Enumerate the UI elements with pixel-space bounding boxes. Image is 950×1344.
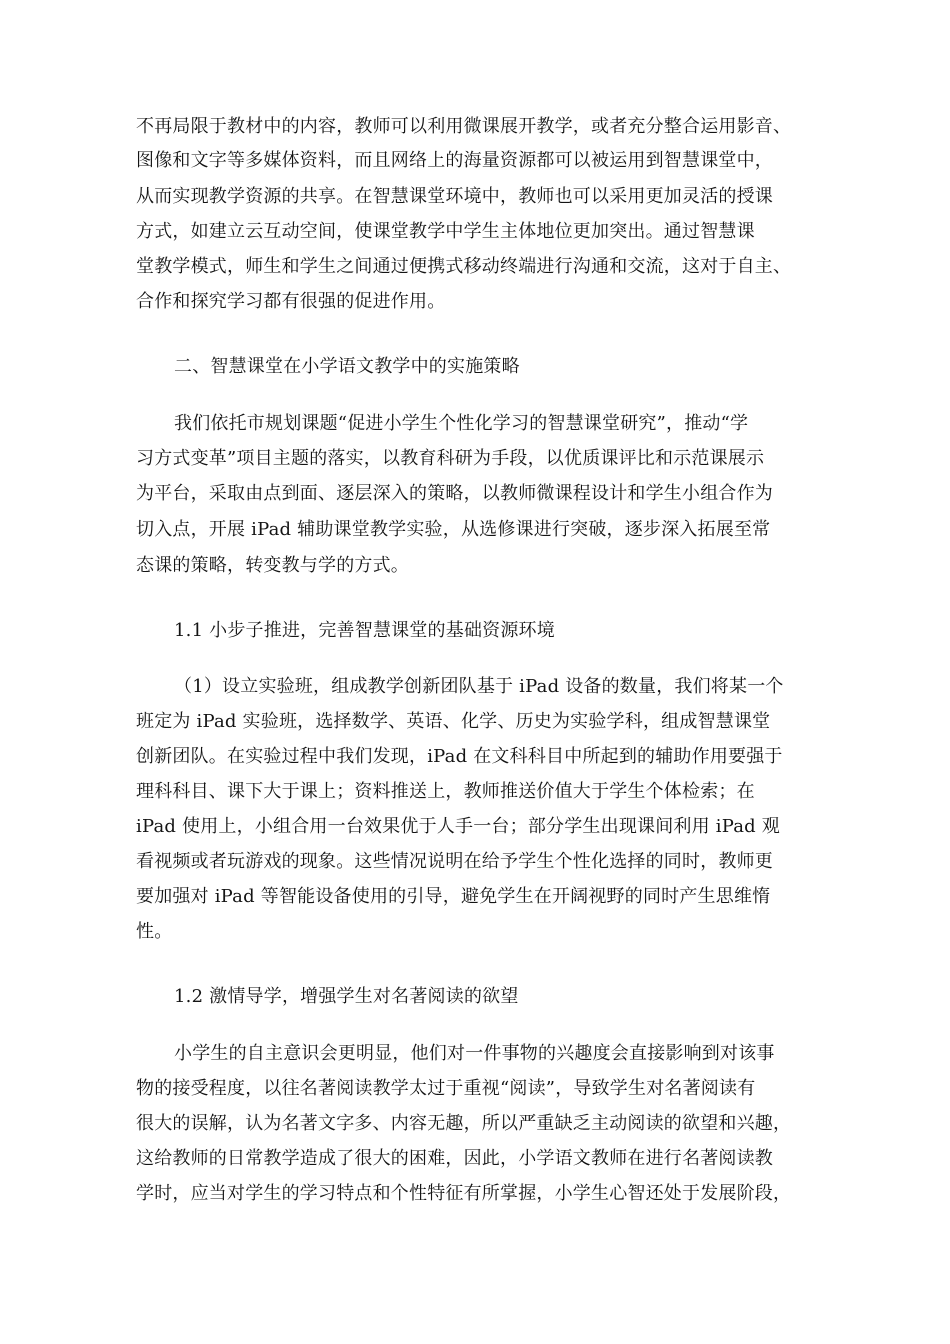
text-line: 性。: [136, 921, 173, 942]
text-line: 物的接受程度，以往名著阅读教学太过于重视“阅读”，导致学生对名著阅读有: [136, 1078, 756, 1099]
text-line: 堂教学模式，师生和学生之间通过便携式移动终端进行沟通和交流，这对于自主、: [136, 256, 792, 277]
text-line: （1）设立实验班，组成教学创新团队基于 iPad 设备的数量，我们将某一个: [174, 676, 784, 697]
text-line: 很大的误解，认为名著文字多、内容无趣，所以严重缺乏主动阅读的欲望和兴趣，: [136, 1113, 792, 1134]
text-line: 我们依托市规划课题“促进小学生个性化学习的智慧课堂研究”，推动“学: [174, 413, 749, 434]
text-line: 为平台，采取由点到面、逐层深入的策略，以教师微课程设计和学生小组合作为: [136, 483, 773, 504]
text-line: 切入点，开展 iPad 辅助课堂教学实验，从选修课进行突破，逐步深入拓展至常: [136, 519, 771, 540]
text-line: 这给教师的日常教学造成了很大的困难，因此，小学语文教师在进行名著阅读教: [136, 1148, 773, 1169]
text-line: 不再局限于教材中的内容，教师可以利用微课展开教学，或者充分整合运用影音、: [136, 116, 792, 137]
text-line: 合作和探究学习都有很强的促进作用。: [136, 291, 446, 312]
text-line: 要加强对 iPad 等智能设备使用的引导，避免学生在开阔视野的同时产生思维惰: [136, 886, 771, 907]
text-line: 方式，如建立云互动空间，使课堂教学中学生主体地位更加突出。通过智慧课: [136, 221, 755, 242]
text-line: 创新团队。在实验过程中我们发现，iPad 在文科科目中所起到的辅助作用要强于: [136, 746, 783, 767]
text-line: 态课的策略，转变教与学的方式。: [136, 555, 409, 576]
text-line: 小学生的自主意识会更明显，他们对一件事物的兴趣度会直接影响到对该事: [174, 1043, 775, 1064]
text-line: 图像和文字等多媒体资料，而且网络上的海量资源都可以被运用到智慧课堂中，: [136, 150, 773, 171]
subsection-heading: 1.1 小步子推进，完善智慧课堂的基础资源环境: [174, 620, 555, 641]
text-line: 班定为 iPad 实验班，选择数学、英语、化学、历史为实验学科，组成智慧课堂: [136, 711, 771, 732]
text-line: 学时，应当对学生的学习特点和个性特征有所掌握，小学生心智还处于发展阶段，: [136, 1183, 792, 1204]
text-line: iPad 使用上，小组合用一台效果优于人手一台；部分学生出现课间利用 iPad 观: [136, 816, 780, 837]
section-heading: 二、智慧课堂在小学语文教学中的实施策略: [174, 356, 520, 377]
subsection-heading: 1.2 激情导学，增强学生对名著阅读的欲望: [174, 986, 519, 1007]
text-line: 看视频或者玩游戏的现象。这些情况说明在给予学生个性化选择的同时，教师更: [136, 851, 773, 872]
text-line: 习方式变革”项目主题的落实，以教育科研为手段，以优质课评比和示范课展示: [136, 448, 765, 469]
text-line: 从而实现教学资源的共享。在智慧课堂环境中，教师也可以采用更加灵活的授课: [136, 186, 773, 207]
text-line: 理科科目、课下大于课上；资料推送上，教师推送价值大于学生个体检索；在: [136, 781, 755, 802]
